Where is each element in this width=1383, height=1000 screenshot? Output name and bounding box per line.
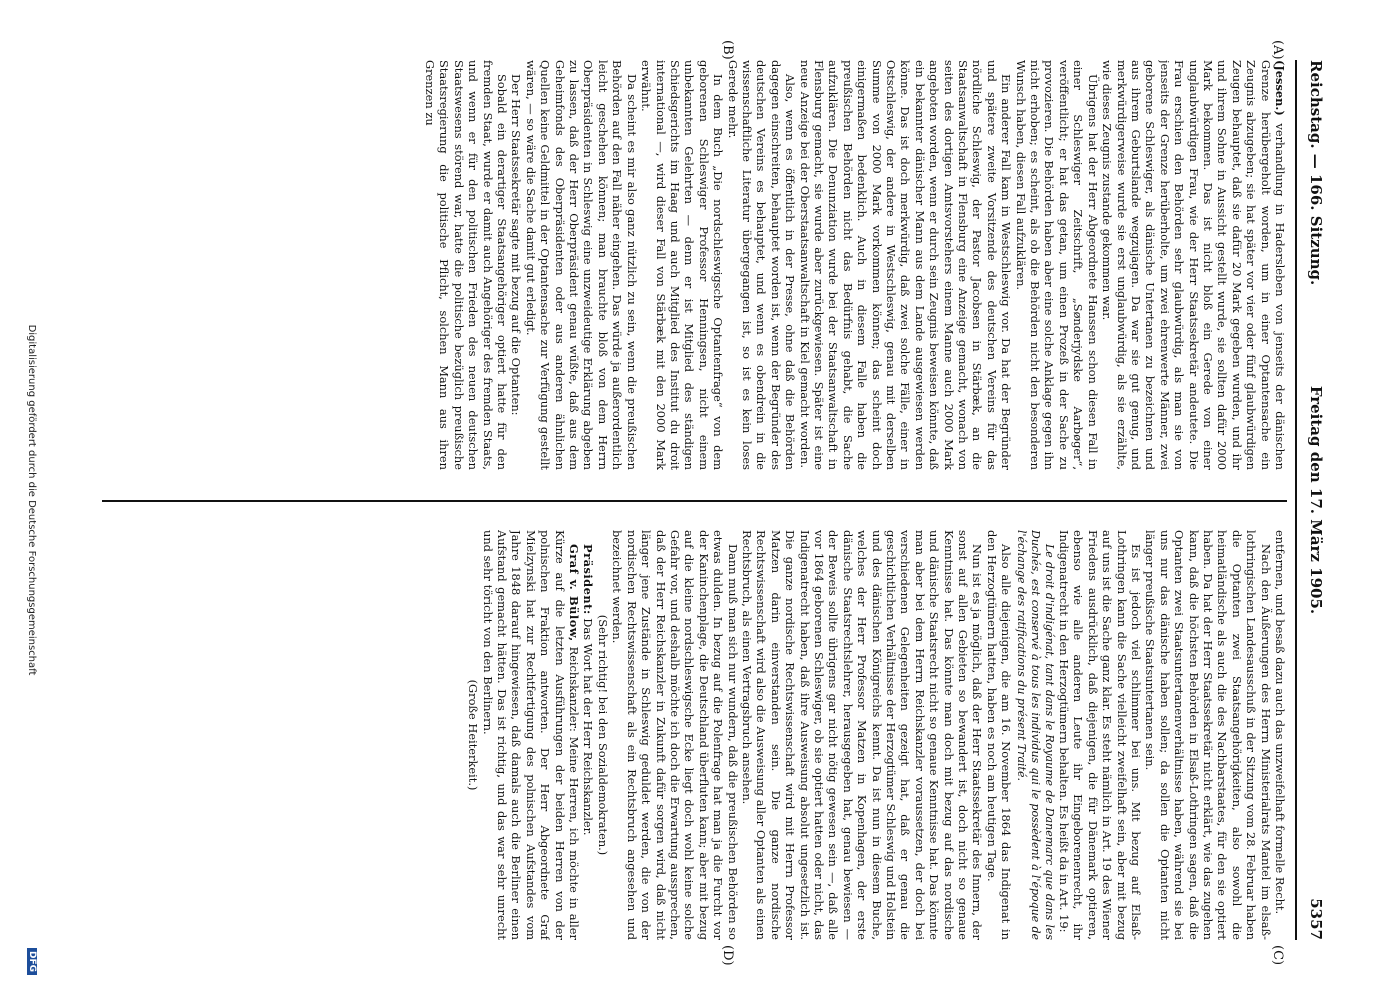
reaction-note: (Sehr richtig! bei den Sozialdemokraten.)	[595, 614, 610, 856]
paragraph: Nach den Äußerungen des Herrn Ministerialrats Mantel im elsaß-lothringischen Landesausschuß in der Sitzung vom 28. Februar haben die Optanten zwei Staatsangehörigkeiten, also sowohl die heimatländische als auch die des Nachbarstaates, für den sie optiert haben. Da hat der Herr Staatssekretär nicht erklärt, wie das zugehen kann, daß die höchsten Behörden in Elsaß-Lothringen sagen, daß die Optanten zwei Staatsuntertanenverhältnisse haben, während sie bei uns nur das dänische haben sollen; da sollen die Optanten nicht länger preußische Staatsuntertanen sein.	[1143, 530, 1273, 940]
digitization-credit: Digitalisierung gefördert durch die Deutsche Forschungsgemeinschaft	[26, 324, 37, 676]
paragraph: Dann muß man sich nur wundern, daß die preußischen Behörden so etwas dulden. In bezug auf die Polenfrage hat man ja die Furcht vor der Kaninchenplage, die Deutschland überfluten kann; aber mit bezug auf die kleine nordschleswigsche Ecke liegt doch wohl keine solche Gefahr vor, und deshalb möchte ich doch die Erwartung aussprechen, daß der Herr Reichskanzler in Zukunft dafür sorgen wird, daß nicht länger jene Zustände in Schleswig geduldet werden, die von der nordischen Rechtswissenschaft als ein Rechtsbruch angesehen und bezeichnet werden.	[610, 530, 740, 940]
quotation: Sobald ein derartiger Staatsangehöriger optiert hatte für den fremden Staat, wurde er damit auch Angehöriger des fremden Staats, und wenn er für den politischen Frieden des neuen deutschen Staatswesens störend war, hatte die politische bezüglich preußische Staatsregierung die politische Pflicht, solchen Mann aus ihren Grenzen zu	[423, 60, 510, 470]
page-number: 5357	[1307, 898, 1325, 940]
reaction-note: (Große Heiterkeit.)	[466, 679, 481, 791]
speaker-president: Präsident:	[581, 544, 596, 615]
paragraph: Übrigens hat der Herr Abgeordnete Hanssen schon diesen Fall in einer Schleswiger Zeitschrift, „Sønderjydske Aarbøger“, veröffentlicht; er hat das getan, um einen Prozeß in der Sache zu provozieren. Die Behörden haben aber eine solche Anklage gegen ihn nicht erhoben; es scheint, als ob die Behörden nicht den besonderen Wunsch haben, diesen Fall aufzuklären.	[1013, 60, 1100, 470]
header-date: Freitag den 17. März 1905.	[1307, 385, 1325, 615]
paragraph: Nun ist es ja möglich, daß der Herr Staatssekretär des Innern, der sonst auf allen Gebieten so bewandert ist, doch nicht so genaue Kenntnisse hat. Das könnte man doch mit bezug auf das nordische und dänische Staatsrecht nicht so genaue Kenntnisse hat. Das könnte man aber bei dem Herrn Reichskanzler voraussetzen, der doch bei verschiedenen Gelegenheiten gezeigt hat, daß er genau die geschichtlichen Verhältnisse der Herzogtümer Schleswig und Holstein und des dänischen Königreichs kennt. Da ist nun in diesem Buche, welches der Herr Professor Matzen in Kopenhagen, der erste dänische Staatsrechtslehrer, herausgegeben hat, genau bewiesen — der Beweis sollte übrigens gar nicht nötig gewesen sein —, daß alle vor 1864 geborenen Schleswiger, ob sie optiert hatten oder nicht, das Indigenatrecht haben, daß ihre Ausweisung absolut ungesetzlich ist. Die ganze nordische Rechtswissenschaft wird mit Herrn Professor Matzen darin einverstanden sein. Die ganze nordische Rechtswissenschaft wird also die Ausweisung aller Optanten als einen Rechtsbruch, als einen Vertragsbruch ansehen.	[739, 530, 985, 940]
paragraph: Also alle diejenigen, die am 16. November 1864 das Indigenat in den Herzogtümern hatten, haben es noch am heutigen Tage.	[984, 530, 1014, 940]
dfg-logo: DFG	[27, 948, 37, 975]
paragraph: Der Herr Staatssekretär sagte mit bezug auf die Optanten:	[509, 74, 524, 416]
margin-marker-d: (D)	[720, 945, 735, 966]
paragraph: Da scheint es mir also ganz nützlich zu sein, wenn die preußischen Behörden auf den Fall näher eingehen. Das würde ja außerordentlich leicht geschehen können; man brauchte bloß von dem Herrn Oberpräsidenten in Schleswig eine unzweideutige Erklärung abgeben zu lassen, daß der Herr Oberpräsident genau wüßte, daß aus dem Geheimfonds des Oberpräsidenten oder aus anderen ähnlichen Quellen keine Geldmittel in der Optantensache zur Verfügung gestellt wären, — so wäre die Sache damit gut erledigt.	[523, 60, 639, 470]
paragraph: In dem Buch „Die nordschleswigsche Optantenfrage“ von dem geborenen Schleswiger Professor Henningsen, nicht einem unbekannten Gelehrten — denn er ist Mitglied des ständigen Schiedsgerichts im Haag und auch Mitglied des Institut du droit international —, wird dieser Fall von Stärbæk mit den 2000 Mark erwähnt.	[639, 60, 726, 470]
paragraph: Graf v. Bülow, Reichskanzler: Meine Herren, ich möchte in aller Kürze auf die letzten Ausführungen der beiden Herren von der polnischen Fraktion antworten. Der Herr Abgeordnete Graf Mielzynski hat zur Rechtfertigung des polnischen Aufstandes vom Jahre 1848 darauf hingewiesen, daß damals auch die Berliner einen Aufstand gemacht hätten. Das ist richtig, und das war sehr unrecht und sehr töricht von den Berlinern.	[480, 530, 582, 940]
right-column	[102, 530, 1287, 940]
column-divider	[102, 500, 1287, 502]
speaker-buelow: Graf v. Bülow,	[567, 544, 582, 642]
header-rule	[1295, 60, 1297, 940]
left-column	[102, 60, 1287, 470]
paragraph: entfernen, und besaß dazu auch das unzweifelhaft formelle Recht.	[1273, 530, 1287, 915]
margin-marker-a: (A)	[1270, 40, 1285, 60]
margin-marker-c: (C)	[1270, 945, 1285, 966]
paragraph: Also, wenn es öffentlich in der Presse, ohne daß die Behörden dagegen einschreiten, behauptet worden ist, wenn der Begründer des deutschen Vereins es behauptet, und wenn es obendrein in die wissenschaftliche Literatur übergegangen ist, so ist es kein loses Gerede mehr.	[725, 60, 798, 470]
page-header	[1295, 60, 1325, 940]
paragraph: Präsident: Das Wort hat der Herr Reichskanzler.	[581, 544, 596, 836]
margin-marker-b: (B)	[720, 40, 735, 60]
paragraph: (Jessen.) verhandlung in Hadersleben von jenseits der dänischen Grenze herübergeholt worden, um in einer Optantensache ein Zeugnis abzugeben; sie hat später vor vier oder fünf glaubwürdigen Zeugen behauptet, daß sie dafür 20 Mark gegeben wurden, und ihr und ihrem Sohne in Aussicht gestellt wurde, sie sollten dafür 2000 Mark bekommen. Das ist nicht bloß ein Gerede von einer unglaubwürdigen Frau, wie der Herr Staatssekretär andeutete. Die Frau erschien den Behörden sehr glaubwürdig, als man sie von jenseits der Grenze herüberholte, um zwei ehrenwerte Männer, zwei geborene Schleswiger, als dänische Untertanen zu bezeichnen und aus ihrem Geburtslande wegzujagen. Da war sie gut genug, und merkwürdigerweise wurde sie erst unglaubwürdig, als sie erzählte, wie dieses Zeugnis zustande gekommen war.	[1100, 60, 1287, 470]
paragraph: Es ist jedoch viel schlimmer bei uns. Mit bezug auf Elsaß-Lothringen kann die Sache vielleicht zweifelhaft sein, aber mit bezug auf uns ist die Sache ganz klar. Es steht nämlich in Art. 19 des Wiener Friedens ausdrücklich, daß diejenigen, die für Dänemark optieren, ebenso wie alle anderen Leute ihr Eingeborenenrecht, ihr Indigenatrecht in den Herzogtümern behalten. Es heißt da in Art. 19:	[1056, 530, 1143, 940]
paragraph: Ein anderer Fall kam in Westschleswig vor. Da hat der Begründer und spätere zweite Vorsitzende des deutschen Vereins für das nördliche Schleswig, der Pastor Jacobsen in Stärbæk, an die Staatsanwaltschaft in Flensburg eine Anzeige gemacht, wonach von seiten des dortigen Amtsvorstehers einem Manne auch 2000 Mark angeboten worden, wenn er durch sein Zeugnis beweisen könnte, daß ein bekannter dänischer Mann aus dem Lande ausgewiesen werden könne. Das ist doch merkwürdig, daß zwei solche Fälle, einer in Ostschleswig, der andere in Westschleswig, genau mit derselben Summe von 2000 Mark vorkommen können; das scheint doch einigermaßen bedenklich. Auch in diesem Falle haben die preußischen Behörden nicht das Bedürfnis gehabt, die Sache aufzuklären. Die Denunziation wurde bei der Staatsanwaltschaft in Flensburg gemacht, sie wurde aber zurückgewiesen. Später ist eine neue Anzeige bei der Oberstaatsanwaltschaft in Kiel gemacht worden.	[797, 60, 1014, 470]
french-quotation: Le droit d'indigénat, tant dans le Royaume de Danemarc que dans les Duchés, est conservé à tous les individus qui le possèdent à l'époque de l'échange des ratifications du présent Traité.	[1014, 530, 1057, 940]
speaker-tag: (Jessen.)	[1273, 60, 1287, 116]
header-left: Reichstag. — 166. Sitzung.	[1307, 60, 1325, 286]
